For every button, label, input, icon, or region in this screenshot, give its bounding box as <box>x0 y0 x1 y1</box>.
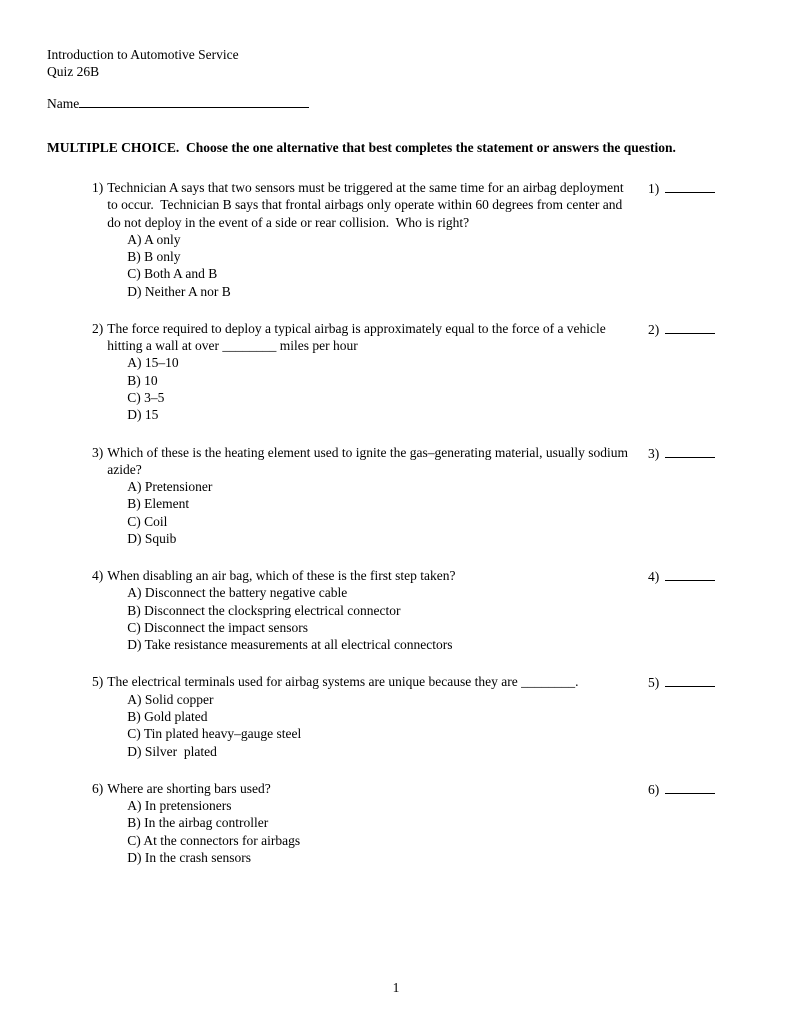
answer-blank <box>665 780 715 794</box>
question-text: The electrical terminals used for airbag systems are unique because they are ________. <box>107 674 579 690</box>
answer-column <box>632 179 745 197</box>
question-left <box>92 320 632 424</box>
question-left <box>92 179 632 300</box>
question-block <box>92 673 745 759</box>
choice-list <box>127 231 632 300</box>
question-list <box>47 179 745 886</box>
answer-number: 6) <box>648 781 660 797</box>
question-number: 6) <box>92 780 104 796</box>
answer-number: 1) <box>648 181 660 197</box>
answer-choice-b: B) B only <box>127 249 181 265</box>
name-blank <box>79 94 309 108</box>
answer-blank <box>665 673 715 687</box>
answer-choice-b: B) In the airbag controller <box>127 815 269 831</box>
question-block <box>92 320 745 424</box>
question-text: The force required to deploy a typical airbag is approximately equal to the force of a vehicle hitting a wall at over ________ miles per hour <box>107 320 610 354</box>
answer-choice-b: B) Element <box>127 496 190 512</box>
question-block <box>92 567 745 653</box>
answer-column <box>632 673 745 691</box>
document-header <box>47 46 745 81</box>
answer-blank <box>665 179 715 193</box>
answer-blank <box>665 320 715 334</box>
answer-number: 2) <box>648 321 660 337</box>
question-text: Where are shorting bars used? <box>107 780 271 796</box>
answer-choice-c: C) Both A and B <box>127 266 218 282</box>
answer-choice-c: C) At the connectors for airbags <box>127 832 301 848</box>
question-text: Which of these is the heating element used to ignite the gas–generating material, usually sodium azide? <box>107 444 632 477</box>
instructions: MULTIPLE CHOICE. Choose the one alternative that best completes the statement or answers the question. <box>47 139 676 155</box>
answer-number: 3) <box>648 445 660 461</box>
question-body <box>107 567 632 653</box>
answer-choice-a: A) 15–10 <box>127 355 179 371</box>
question-number: 1) <box>92 180 104 196</box>
answer-number: 4) <box>648 569 660 585</box>
answer-choice-a: A) Solid copper <box>127 691 214 707</box>
answer-blank <box>665 567 715 581</box>
answer-choice-d: D) Squib <box>127 530 177 546</box>
answer-choice-a: A) Disconnect the battery negative cable <box>127 585 348 601</box>
answer-choice-c: C) Disconnect the impact sensors <box>127 619 308 635</box>
answer-choice-a: A) In pretensioners <box>127 798 232 814</box>
choice-list <box>127 691 632 760</box>
page-number: 1 <box>392 979 400 995</box>
question-block <box>92 444 745 548</box>
answer-choice-b: B) 10 <box>127 372 158 388</box>
question-block <box>92 179 745 300</box>
answer-choice-c: C) Tin plated heavy–gauge steel <box>127 726 302 742</box>
choice-list <box>127 584 632 653</box>
question-body <box>107 780 632 866</box>
question-block <box>92 780 745 866</box>
answer-choice-a: A) A only <box>127 231 181 247</box>
name-label: Name <box>47 95 80 111</box>
choice-list <box>127 797 632 866</box>
answer-choice-b: B) Gold plated <box>127 708 208 724</box>
question-number: 3) <box>92 444 104 460</box>
question-body <box>107 673 632 759</box>
answer-choice-b: B) Disconnect the clockspring electrical connector <box>127 602 401 618</box>
answer-choice-a: A) Pretensioner <box>127 479 213 495</box>
answer-choice-d: D) 15 <box>127 407 159 423</box>
answer-choice-c: C) 3–5 <box>127 389 165 405</box>
answer-column <box>632 320 745 338</box>
question-body <box>107 320 632 424</box>
answer-choice-d: D) In the crash sensors <box>127 849 251 865</box>
answer-choice-c: C) Coil <box>127 513 168 529</box>
answer-column <box>632 567 745 585</box>
answer-column <box>632 444 745 462</box>
answer-choice-d: D) Neither A nor B <box>127 283 231 299</box>
choice-list <box>127 354 632 423</box>
question-body <box>107 444 632 548</box>
question-left <box>92 673 632 759</box>
choice-list <box>127 478 632 547</box>
question-text: When disabling an air bag, which of these is the first step taken? <box>107 568 456 584</box>
question-number: 5) <box>92 674 104 690</box>
question-body <box>107 179 632 300</box>
answer-choice-d: D) Silver plated <box>127 743 217 759</box>
question-left <box>92 444 632 548</box>
question-number: 2) <box>92 320 104 336</box>
question-text: Technician A says that two sensors must be triggered at the same time for an airbag deployment to occur. Technician B says that frontal airbags only operate within 60 degrees from center and do not deploy in the event of a side or rear collision. Who is right? <box>107 180 628 230</box>
quiz-number: Quiz 26B <box>47 64 100 80</box>
answer-blank <box>665 444 715 458</box>
answer-column <box>632 780 745 798</box>
course-title: Introduction to Automotive Service <box>47 47 239 62</box>
question-number: 4) <box>92 568 104 584</box>
question-left <box>92 780 632 866</box>
answer-number: 5) <box>648 675 660 691</box>
name-row <box>47 94 745 112</box>
answer-choice-d: D) Take resistance measurements at all electrical connectors <box>127 637 453 653</box>
question-left <box>92 567 632 653</box>
